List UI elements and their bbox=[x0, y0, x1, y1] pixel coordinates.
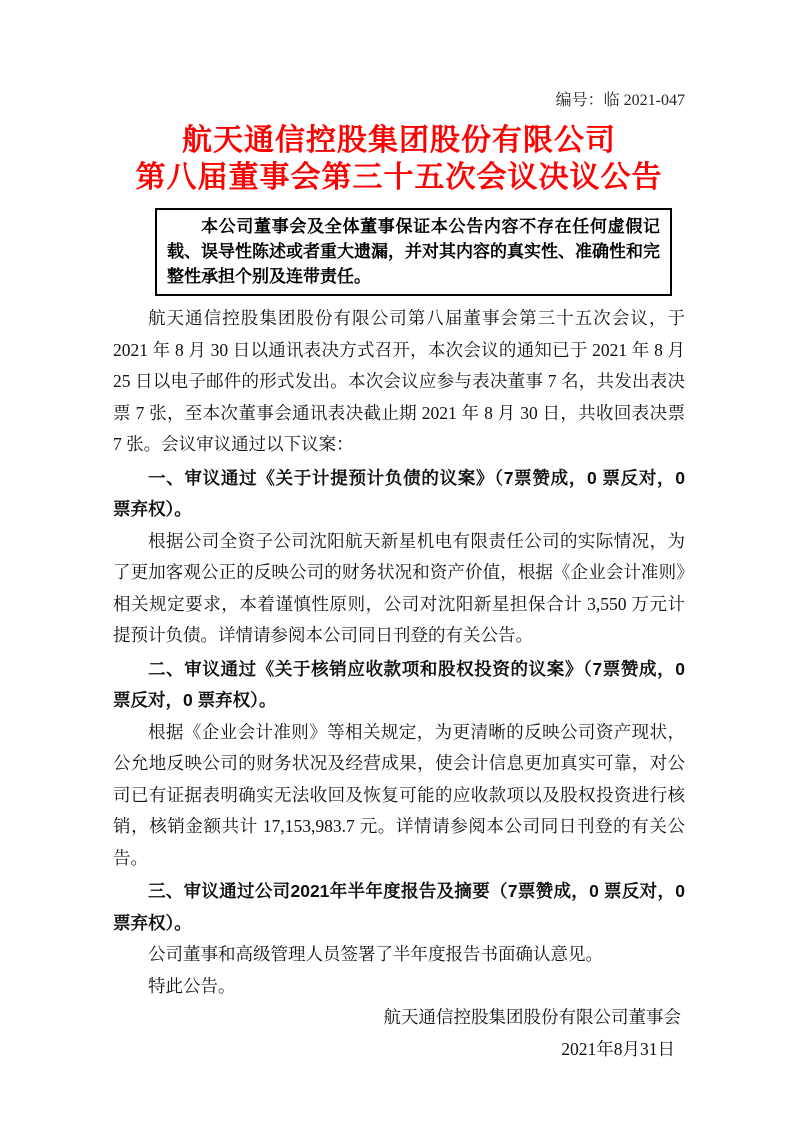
signature-company: 航天通信控股集团股份有限公司董事会 bbox=[383, 1007, 681, 1027]
resolution-1-heading: 一、审议通过《关于计提预计负债的议案》（7票赞成，0 票反对，0 票弃权）。 bbox=[113, 467, 685, 519]
announcement-body bbox=[113, 303, 685, 1065]
resolution-1-body: 根据公司全资子公司沈阳航天新星机电有限责任公司的实际情况，为了更加客观公正的反映公司的财务状况和资产价值，根据《企业会计准则》相关规定要求，本着谨慎性原则，公司对沈阳新星担保合计 3,550 万元计提预计负债。详情请参阅本公司同日刊登的有关公告。 bbox=[113, 530, 685, 645]
doc-number: 编号：临 2021-047 bbox=[555, 92, 685, 109]
resolution-3-note: 公司董事和高级管理人员签署了半年度报告书面确认意见。 bbox=[148, 944, 603, 964]
title-line-company: 航天通信控股集团股份有限公司 bbox=[182, 124, 616, 157]
paragraph-intro: 航天通信控股集团股份有限公司第八届董事会第三十五次会议，于 2021 年 8 月 30 日以通讯表决方式召开，本次会议的通知已于 2021 年 8 月 25 日以电子邮件的形式发出。本次会议应参与表决董事 7 名，共发出表决票 7 张，至本次董事会通讯表决截止期 2021 年 8 月 30 日，共收回表决票 7 张。会议审议通过以下议案： bbox=[113, 308, 685, 454]
title-line-meeting: 第八届董事会第三十五次会议决议公告 bbox=[135, 161, 663, 194]
announcement-title bbox=[113, 122, 685, 196]
resolution-2-body: 根据《企业会计准则》等相关规定，为更清晰的反映公司资产现状，公允地反映公司的财务状况及经营成果，使会计信息更加真实可靠，对公司已有证据表明确实无法收回及恢复可能的应收款项以及股权投资进行核销，核销金额共计 17,153,983.7 元。详情请参阅本公司同日刊登的有关公告。 bbox=[113, 721, 685, 868]
resolution-3-heading: 三、审议通过公司2021年半年度报告及摘要（7票赞成，0 票反对，0 票弃权）。 bbox=[113, 881, 685, 933]
closing-note: 特此公告。 bbox=[148, 975, 236, 996]
signature-date: 2021年8月31日 bbox=[561, 1038, 675, 1059]
disclaimer-box: 本公司董事会及全体董事保证本公告内容不存在任何虚假记载、误导性陈述或者重大遗漏，并对其内容的真实性、准确性和完整性承担个别及连带责任。 bbox=[155, 208, 672, 296]
resolution-2-heading: 二、审议通过《关于核销应收款项和股权投资的议案》（7票赞成，0 票反对，0 票弃权）。 bbox=[113, 658, 685, 710]
